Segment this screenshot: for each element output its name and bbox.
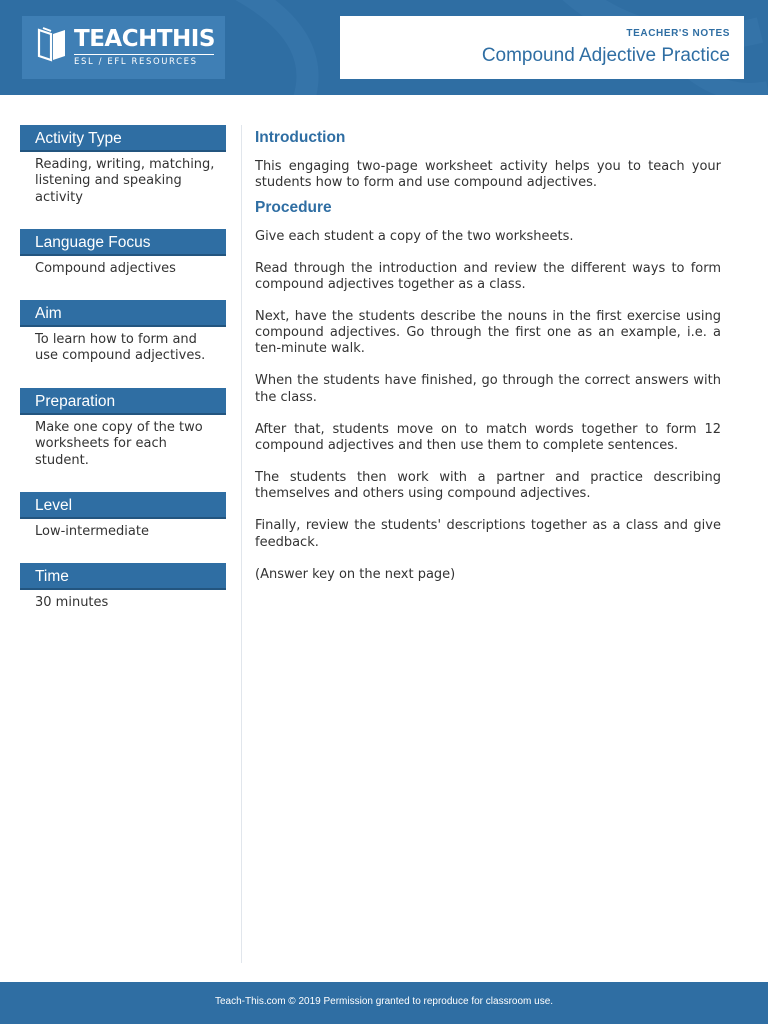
main-content	[255, 126, 721, 583]
introduction-text: This engaging two-page worksheet activity helps you to teach your students how to form and use compound adjectives.	[255, 159, 721, 191]
activity-type-section	[20, 125, 226, 206]
level-section	[20, 492, 226, 540]
page-footer	[0, 982, 768, 1024]
procedure-step: Next, have the students describe the nouns in the first exercise using compound adjectives. Go through the first one as an example, i.e. a ten-minute walk.	[255, 308, 721, 357]
title-box	[340, 16, 744, 79]
aim-heading: Aim	[20, 300, 226, 327]
procedure-step: Finally, review the students' descriptions together as a class and give feedback.	[255, 518, 721, 550]
procedure-step: Give each student a copy of the two worksheets.	[255, 228, 574, 244]
level-body: Low-intermediate	[35, 524, 149, 539]
procedure-step: Read through the introduction and review the different ways to form compound adjectives together as a class.	[255, 260, 721, 292]
language-focus-heading: Language Focus	[20, 229, 226, 256]
logo[interactable]	[22, 16, 225, 79]
procedure-step: When the students have finished, go through the correct answers with the class.	[255, 373, 721, 405]
language-focus-section	[20, 229, 226, 277]
preparation-body: Make one copy of the two worksheets for each student.	[35, 420, 203, 468]
footer-text: Teach-This.com © 2019 Permission granted to reproduce for classroom use.	[214, 996, 554, 1007]
answer-key-note: (Answer key on the next page)	[255, 566, 456, 582]
logo-rule	[74, 54, 214, 55]
book-icon	[36, 26, 68, 62]
procedure-step: After that, students move on to match words together to form 12 compound adjectives and then use them to complete sentences.	[255, 421, 721, 454]
aim-body: To learn how to form and use compound adjectives.	[35, 332, 206, 364]
logo-tagline: ESL / EFL RESOURCES	[74, 57, 198, 67]
page-header	[0, 0, 768, 95]
aim-section	[20, 300, 226, 365]
procedure-step: The students then work with a partner and practice describing themselves and others using compound adjectives.	[255, 470, 721, 502]
column-divider	[241, 125, 242, 963]
procedure-heading: Procedure	[255, 198, 332, 216]
language-focus-body: Compound adjectives	[35, 261, 176, 276]
teachers-notes-label: TEACHER'S NOTES	[626, 28, 730, 39]
activity-type-heading: Activity Type	[20, 125, 226, 152]
time-body: 30 minutes	[35, 595, 109, 610]
logo-name: TEACHTHIS	[74, 26, 215, 52]
level-heading: Level	[20, 492, 226, 519]
preparation-heading: Preparation	[20, 388, 226, 415]
time-section	[20, 563, 226, 611]
activity-type-body: Reading, writing, matching, listening and speaking activity	[35, 157, 215, 205]
preparation-section	[20, 388, 226, 469]
time-heading: Time	[20, 563, 226, 590]
page-title: Compound Adjective Practice	[481, 45, 730, 66]
introduction-heading: Introduction	[255, 129, 346, 146]
